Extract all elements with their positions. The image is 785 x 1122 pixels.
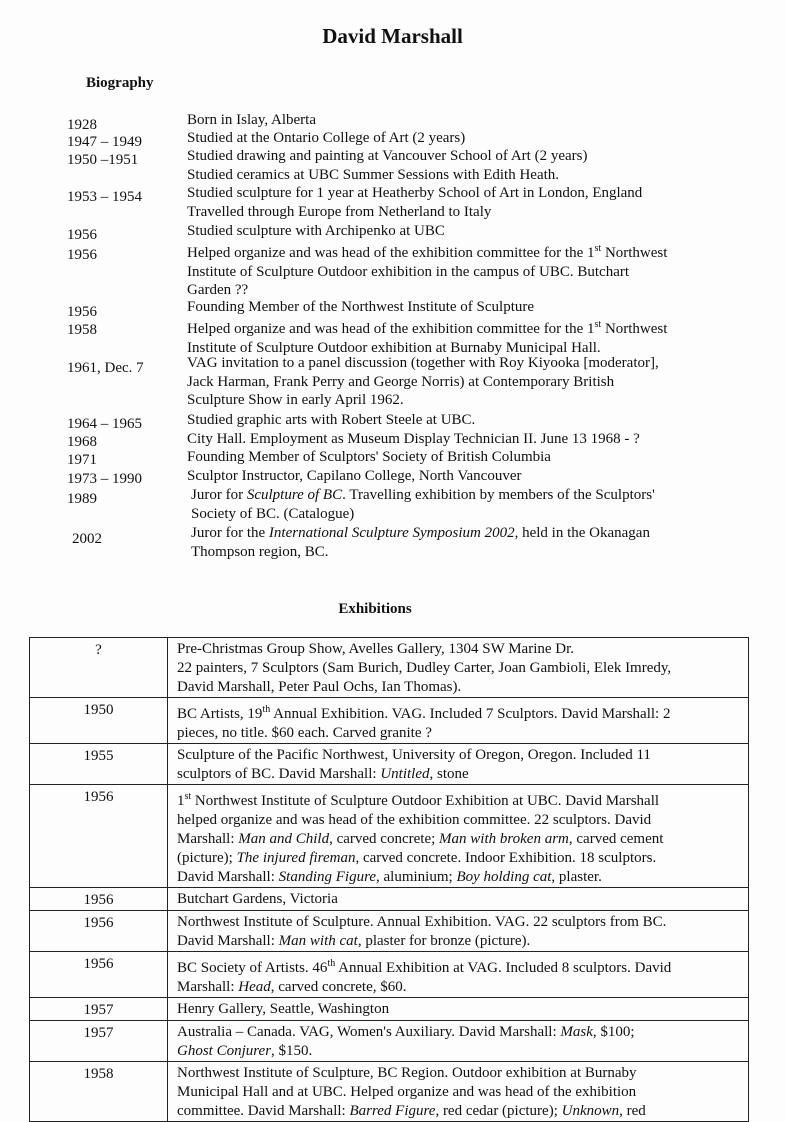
table-row <box>30 785 749 888</box>
table-row <box>30 1021 749 1062</box>
biography-text <box>187 448 739 467</box>
table-row <box>30 1062 749 1122</box>
biography-text <box>187 240 739 300</box>
biography-text <box>187 147 739 184</box>
biography-line: Society of BC. (Catalogue) <box>191 505 355 522</box>
biography-text <box>187 298 739 317</box>
exhibition-line: BC Artists, 19th Annual Exhibition. VAG. Included 7 Sculptors. David Marshall: 2 <box>177 704 671 722</box>
exhibition-description <box>168 785 749 888</box>
exhibition-line: 22 painters, 7 Sculptors (Sam Burich, Dudley Carter, Joan Gambioli, Elek Imredy, <box>177 660 672 676</box>
exhibition-year: 1958 <box>30 1062 168 1122</box>
biography-year: 1956 <box>67 227 97 243</box>
biography-line: Studied sculpture for 1 year at Heatherby School of Art in London, England <box>187 185 643 201</box>
exhibition-line: Marshall: Man and Child, carved concrete; Man with broken arm, carved cement <box>177 831 664 847</box>
biography-year: 1956 <box>67 304 97 320</box>
biography-year: 1958 <box>67 322 97 338</box>
table-row <box>30 998 749 1021</box>
biography-text <box>187 316 739 357</box>
biography-line: Sculpture Show in early April 1962. <box>187 392 404 408</box>
biography-line: Garden ?? <box>187 282 249 298</box>
biography-line: Travelled through Europe from Netherland to Italy <box>187 203 492 220</box>
table-row <box>30 952 749 998</box>
exhibition-description <box>168 1062 749 1122</box>
exhibition-line: Henry Gallery, Seattle, Washington <box>177 1001 390 1017</box>
exhibition-line: Pre-Christmas Group Show, Avelles Gallery, 1304 SW Marine Dr. <box>177 641 575 657</box>
exhibition-year: 1956 <box>30 952 168 998</box>
biography-text <box>187 111 739 130</box>
exhibition-line: sculptors of BC. David Marshall: Untitled, stone <box>177 766 469 782</box>
biography-year: 1950 –1951 <box>67 152 139 168</box>
biography-line: City Hall. Employment as Museum Display Technician II. June 13 1968 - ? <box>187 431 640 447</box>
biography-line: Institute of Sculpture Outdoor exhibition in the campus of UBC. Butchart <box>187 263 630 280</box>
exhibition-line: Marshall: Head, carved concrete, $60. <box>177 979 407 995</box>
exhibition-description <box>168 888 749 911</box>
exhibition-line: Sculpture of the Pacific Northwest, University of Oregon, Oregon. Included 11 <box>177 747 651 763</box>
biography-year: 1989 <box>67 491 97 507</box>
exhibition-year: 1956 <box>30 785 168 888</box>
exhibition-description <box>168 998 749 1021</box>
exhibition-year: ? <box>30 638 168 698</box>
exhibition-line: pieces, no title. $60 each. Carved granite ? <box>177 725 432 741</box>
biography-line: VAG invitation to a panel discussion (together with Roy Kiyooka [moderator], <box>187 355 659 371</box>
exhibition-description <box>168 1021 749 1062</box>
exhibition-year: 1956 <box>30 911 168 952</box>
exhibition-line: David Marshall, Peter Paul Ochs, Ian Thomas). <box>177 679 462 695</box>
exhibition-description <box>168 638 749 698</box>
exhibition-line: David Marshall: Man with cat, plaster for bronze (picture). <box>177 933 531 949</box>
exhibitions-table <box>29 637 749 1122</box>
exhibitions-heading: Exhibitions <box>338 601 412 617</box>
biography-year: 1971 <box>67 452 97 468</box>
biography-text <box>187 354 739 410</box>
biography-year: 1973 – 1990 <box>67 471 142 487</box>
biography-line: Born in Islay, Alberta <box>187 112 317 128</box>
exhibition-line: Ghost Conjurer, $150. <box>177 1043 313 1059</box>
exhibition-year: 1955 <box>30 744 168 785</box>
biography-line: Studied drawing and painting at Vancouver School of Art (2 years) <box>187 148 588 164</box>
exhibition-line: Municipal Hall and at UBC. Helped organize and was head of the exhibition <box>177 1084 637 1100</box>
biography-heading: Biography <box>86 75 154 91</box>
exhibition-line: (picture); The injured fireman, carved concrete. Indoor Exhibition. 18 sculptors. <box>177 850 657 866</box>
biography-year: 1964 – 1965 <box>67 416 142 432</box>
biography-line: Juror for the International Sculpture Symposium 2002, held in the Okanagan <box>191 525 650 541</box>
biography-line: Founding Member of Sculptors' Society of British Columbia <box>187 449 551 465</box>
table-row <box>30 911 749 952</box>
exhibition-line: helped organize and was head of the exhibition committee. 22 sculptors. David <box>177 812 652 828</box>
exhibition-year: 1957 <box>30 998 168 1021</box>
biography-year: 2002 <box>72 531 102 547</box>
exhibition-line: committee. David Marshall: Barred Figure, red cedar (picture); Unknown, red <box>177 1103 646 1119</box>
biography-text <box>187 129 739 148</box>
exhibition-description <box>168 952 749 998</box>
exhibition-line: David Marshall: Standing Figure, aluminium; Boy holding cat, plaster. <box>177 869 602 885</box>
biography-line: Thompson region, BC. <box>191 543 329 560</box>
biography-line: Juror for Sculpture of BC. Travelling exhibition by members of the Sculptors' <box>191 487 655 503</box>
exhibition-description <box>168 911 749 952</box>
page-title: David Marshall <box>322 24 463 48</box>
biography-year: 1956 <box>67 247 97 263</box>
table-row <box>30 698 749 744</box>
biography-line: Studied ceramics at UBC Summer Sessions with Edith Heath. <box>187 166 560 183</box>
biography-text <box>187 467 739 486</box>
exhibition-year: 1956 <box>30 888 168 911</box>
biography-line: Founding Member of the Northwest Institute of Sculpture <box>187 299 535 315</box>
exhibition-line: 1st Northwest Institute of Sculpture Outdoor Exhibition at UBC. David Marshall <box>177 791 660 809</box>
biography-line: Helped organize and was head of the exhibition committee for the 1st Northwest <box>187 319 668 337</box>
biography-line: Studied at the Ontario College of Art (2 years) <box>187 130 466 146</box>
biography-year: 1928 <box>67 117 97 133</box>
exhibition-description <box>168 744 749 785</box>
exhibition-line: Australia – Canada. VAG, Women's Auxiliary. David Marshall: Mask, $100; <box>177 1024 635 1040</box>
biography-line: Institute of Sculpture Outdoor exhibition at Burnaby Municipal Hall. <box>187 339 601 356</box>
biography-text <box>191 524 743 561</box>
biography-text <box>187 184 739 221</box>
biography-year: 1947 – 1949 <box>67 134 142 150</box>
exhibition-year: 1957 <box>30 1021 168 1062</box>
biography-line: Jack Harman, Frank Perry and George Norris) at Contemporary British <box>187 373 615 390</box>
biography-year: 1953 – 1954 <box>67 189 142 205</box>
exhibition-line: Butchart Gardens, Victoria <box>177 891 338 907</box>
biography-text <box>191 486 743 523</box>
biography-year: 1961, Dec. 7 <box>67 360 144 376</box>
exhibition-line: BC Society of Artists. 46th Annual Exhibition at VAG. Included 8 sculptors. David <box>177 958 672 976</box>
biography-text <box>187 222 739 241</box>
biography-text <box>187 430 739 449</box>
biography-line: Studied graphic arts with Robert Steele at UBC. <box>187 412 476 428</box>
exhibition-line: Northwest Institute of Sculpture, BC Region. Outdoor exhibition at Burnaby <box>177 1065 637 1081</box>
biography-line: Studied sculpture with Archipenko at UBC <box>187 223 445 239</box>
biography-text <box>187 411 739 430</box>
exhibition-line: Northwest Institute of Sculpture. Annual Exhibition. VAG. 22 sculptors from BC. <box>177 914 667 930</box>
exhibition-year: 1950 <box>30 698 168 744</box>
exhibition-description <box>168 698 749 744</box>
table-row <box>30 888 749 911</box>
table-row <box>30 744 749 785</box>
table-row <box>30 638 749 698</box>
biography-year: 1968 <box>67 434 97 450</box>
biography-line: Sculptor Instructor, Capilano College, North Vancouver <box>187 468 522 484</box>
biography-line: Helped organize and was head of the exhibition committee for the 1st Northwest <box>187 243 668 261</box>
